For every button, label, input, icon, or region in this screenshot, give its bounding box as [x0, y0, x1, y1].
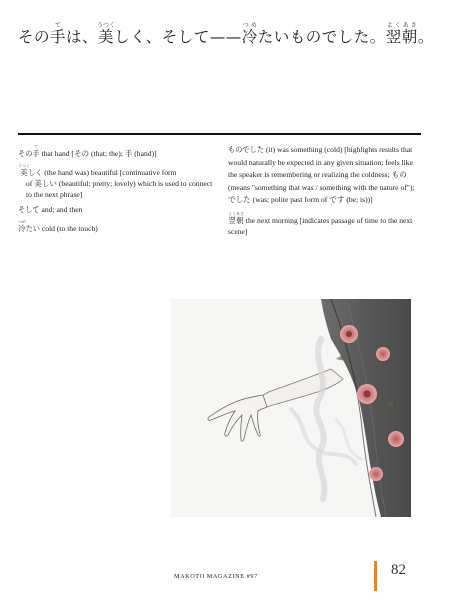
headline-wa: は、 — [66, 28, 99, 46]
gloss-meaning: of 美しい (beautiful; pretty; lovely) which is used to connect to the next phrase] — [26, 179, 213, 199]
headline-tai: たいものでした。 — [257, 28, 386, 46]
page-number: 82 — [391, 562, 406, 578]
gloss-meaning: and; and then — [39, 205, 83, 214]
ruby-yokuasa: 翌朝よくあさ — [385, 22, 418, 46]
gloss-meaning: that hand [その (that; the); 手 (hand)] — [39, 149, 157, 158]
gloss-meaning: (it) was something (cold) [highlights results that would naturally be expected in any given situation; feels like the speaker is remembering or realizing the coldness; もの (means "something that was / something with the nature of"); でした (was; polite past form of です (be; is))] — [228, 145, 415, 204]
headline-shiku: しく、そして—— — [114, 28, 242, 46]
gloss-entry-yokuasa: 翌朝よくあさ the next morning [indicates passage of time to the next scene] — [228, 210, 413, 236]
ruby-tsume: 冷つめ — [241, 22, 258, 46]
gloss-entry-utsukushiku: 美うつくしく (the hand was) beautiful [continuative form — [18, 163, 177, 177]
magazine-name: MAKOTO MAGAZINE #97 — [174, 573, 258, 580]
headline-text — [18, 22, 434, 46]
headline-sentence — [18, 22, 448, 47]
gloss-entry-sono-te: その手て that hand [その (that; the); 手 (hand)] — [18, 144, 157, 158]
hand-illustration — [171, 299, 411, 517]
section-divider — [18, 133, 421, 135]
glossary-right-column — [228, 144, 422, 241]
gloss-entry-monodeshita: ものでした (it) was something (cold) [highlights results that would naturally be expected in any given situation; feels like the speaker is remembering or realizing the coldness; もの (means "something that was / something with the nature of"); でした (was; polite past form of です (be; is))] — [228, 145, 415, 204]
headline-end: 。 — [417, 28, 434, 46]
ruby-utsuku: 美うつく — [97, 22, 116, 46]
ruby-te: 手て — [50, 22, 67, 46]
headline-sono: その — [18, 28, 51, 46]
gloss-entry-soshite: そして and; and then — [18, 205, 83, 214]
glossary-left-column — [18, 144, 218, 238]
gloss-entry-utsukushii — [18, 178, 218, 200]
gloss-entry-tsumetai: 冷つめたい cold (to the touch) — [18, 219, 98, 233]
page-accent-bar — [374, 561, 377, 591]
gloss-meaning: (the hand was) beautiful [continuative form — [42, 168, 177, 177]
gloss-meaning: cold (to the touch) — [39, 224, 98, 233]
hand-sleeve-drawing — [171, 299, 411, 517]
gloss-meaning: the next morning [indicates passage of time to the next scene] — [228, 215, 413, 236]
